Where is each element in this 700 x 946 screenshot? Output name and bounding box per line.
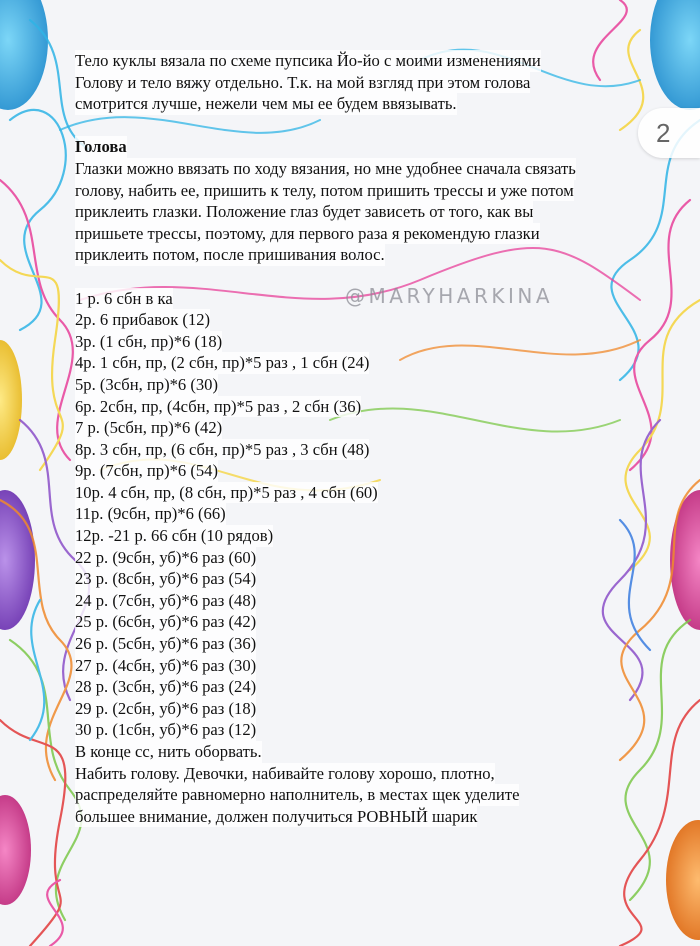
pattern-row: 23 р. (8сбн, уб)*6 раз (54) xyxy=(75,569,257,589)
pattern-row: 1 р. 6 сбн в ка xyxy=(75,288,173,308)
text-line: голову, набить ее, пришить к телу, потом пришить трессы и уже потом xyxy=(75,180,574,200)
pattern-row: 4р. 1 сбн, пр, (2 сбн, пр)*5 раз , 1 сбн (24) xyxy=(75,353,370,373)
document-body xyxy=(75,50,620,827)
pattern-row: 26 р. (5сбн, уб)*6 раз (36) xyxy=(75,634,257,654)
pattern-row: 29 р. (2сбн, уб)*6 раз (18) xyxy=(75,698,257,718)
text-line: Тело куклы вязала по схеме пупсика Йо-йо с моими изменениями xyxy=(75,51,541,70)
head-instructions-paragraph xyxy=(75,158,620,266)
pattern-row: 24 р. (7сбн, уб)*6 раз (48) xyxy=(75,590,257,610)
pattern-row: 22 р. (9сбн, уб)*6 раз (60) xyxy=(75,547,257,567)
text-line: Набить голову. Девочки, набивайте голову хорошо, плотно, xyxy=(75,763,495,783)
text-line: приклеить потом, после пришивания волос. xyxy=(75,245,385,265)
pattern-row: 12р. -21 р. 66 сбн (10 рядов) xyxy=(75,526,274,546)
pattern-row: 25 р. (6сбн, уб)*6 раз (42) xyxy=(75,612,257,632)
section-title-head: Голова xyxy=(75,137,127,157)
pattern-row: 8р. 3 сбн, пр, (6 сбн, пр)*5 раз , 3 сбн (48) xyxy=(75,439,370,459)
pattern-row: 2р. 6 прибавок (12) xyxy=(75,310,211,330)
text-line: Глазки можно ввязать по ходу вязания, но мне удобнее сначала связать xyxy=(75,158,576,178)
text-line: В конце сс, нить оборвать. xyxy=(75,742,262,761)
text-line: пришьете трессы, поэтому, для первого раза я рекомендую глазки xyxy=(75,223,540,243)
intro-paragraph xyxy=(75,50,620,115)
page-number-badge: 2 xyxy=(638,108,700,158)
pattern-row: 28 р. (3сбн, уб)*6 раз (24) xyxy=(75,677,257,697)
text-line: Голову и тело вяжу отдельно. Т.к. на мой взгляд при этом голова xyxy=(75,72,531,92)
pattern-row: 5р. (3сбн, пр)*6 (30) xyxy=(75,374,218,394)
pattern-row: 7 р. (5сбн, пр)*6 (42) xyxy=(75,418,223,438)
pattern-row: 11р. (9сбн, пр)*6 (66) xyxy=(75,504,226,524)
pattern-row: 10р. 4 сбн, пр, (8 сбн, пр)*5 раз , 4 сбн (60) xyxy=(75,482,378,502)
pattern-row: 9р. (7сбн, пр)*6 (54) xyxy=(75,461,218,481)
text-line: смотрится лучше, нежели чем мы ее будем ввязывать. xyxy=(75,94,457,114)
text-line: большее внимание, должен получиться РОВНЫЙ шарик xyxy=(75,806,478,826)
text-line: приклеить глазки. Положение глаз будет зависеть от того, как вы xyxy=(75,202,534,222)
closing-paragraph xyxy=(75,741,620,827)
text-line: распределяйте равномерно наполнитель, в местах щек уделите xyxy=(75,785,520,805)
pattern-row: 30 р. (1сбн, уб)*6 раз (12) xyxy=(75,720,257,740)
pattern-row: 27 р. (4сбн, уб)*6 раз (30) xyxy=(75,655,257,675)
pattern-row: 3р. (1 сбн, пр)*6 (18) xyxy=(75,331,223,351)
watermark: @MARYHARKINA xyxy=(345,284,554,308)
pattern-rows-list xyxy=(75,288,620,741)
pattern-row: 6р. 2сбн, пр, (4сбн, пр)*5 раз , 2 сбн (36) xyxy=(75,396,362,416)
